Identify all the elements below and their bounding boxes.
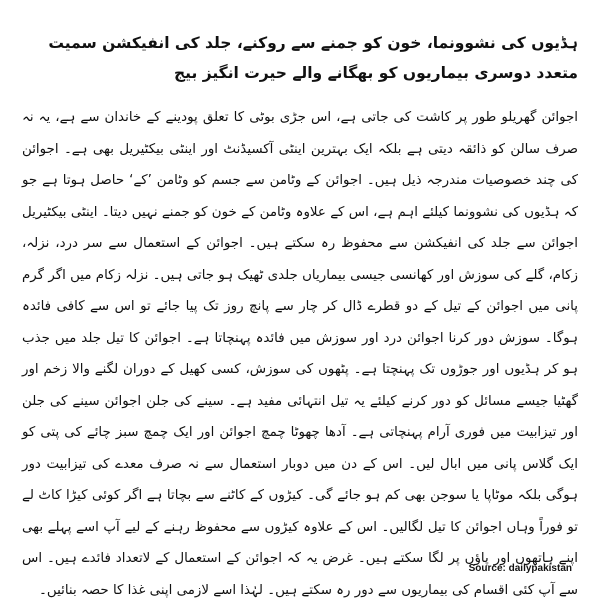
source-credit: Source: dailypakistan [468, 563, 572, 574]
article-body: اجوائن گھریلو طور پر کاشت کی جاتی ہے، اس جڑی بوٹی کا تعلق پودینے کے خاندان سے ہے، یہ نہ صرف سالن کو ذائقہ دیتی ہے بلکہ ایک بہترین اینٹی آکسیڈنٹ اور اینٹی بیکٹیریل بھی ہے۔ اجوائن کی چند خصوصیات مندرجہ ذیل ہیں۔ اجوائن کے وٹامن سے جسم کو وٹامن ’کے‘ حاصل ہوتا ہے جو کہ ہڈیوں کی نشوونما کیلئے اہم ہے، اس کے علاوہ وٹامن کے خون کو جمنے نہیں دیتا۔ اینٹی بیکٹیریل اجوائن سے جلد کی انفیکشن سے محفوظ رہ سکتے ہیں۔ اجوائن کے استعمال سے سر درد، نزلہ، زکام، گلے کی سوزش اور کھانسی جیسی بیماریاں جلدی ٹھیک ہو جاتی ہیں۔ نزلہ زکام میں اگر گرم پانی میں اجوائن کے تیل کے دو قطرے ڈال کر چار سے پانچ روز تک پیا جائے تو اس سے کافی فائدہ ہوگا۔ سوزش دور کرنا اجوائن درد اور سوزش میں فائدہ پہنچاتا ہے۔ اجوائن کا تیل جلد میں جذب ہو کر ہڈیوں اور جوڑوں تک پہنچتا ہے۔ پٹھوں کی سوزش، کسی کھیل کے دوران لگنے والا زخم اور گھٹیا جیسے مسائل کو دور کرنے کیلئے یہ تیل انتہائی مفید ہے۔ سینے کی جلن اجوائن سینے کی جلن اور تیزابیت میں فوری آرام پہنچاتی ہے۔ آدھا چھوٹا چمچ اجوائن اور ایک چمچ سبز چائے کی پتی کو ایک گلاس پانی میں ابال لیں۔ اس کے دن میں دوبار استعمال سے نہ صرف معدے کی تیزابیت دور ہوگی بلکہ موٹاپا یا سوجن بھی کم ہو جائے گی۔ کیڑوں کے کاٹنے سے بچاتا ہے اگر کوئی کیڑا کاٹ لے تو فوراً وہاں اجوائن کا تیل لگالیں۔ اس کے علاوہ کیڑوں سے محفوظ رہنے کے لیے آپ اسے پہلے بھی اپنے ہاتھوں اور پاؤں پر لگا سکتے ہیں۔ غرض یہ کہ اجوائن کے استعمال کے لاتعداد فائدے ہیں۔ اس سے آپ کئی اقسام کی بیماریوں سے دور رہ سکتے ہیں۔ لہٰذا اسے لازمی اپنی غذا کا حصہ بنائیں۔ [22, 110, 578, 598]
article-headline: ہڈیوں کی نشوونما، خون کو جمنے سے روکنے، جلد کی انفیکشن سمیت متعدد دوسری بیماریوں کو بھگانے والے حیرت انگیز بیج [48, 34, 578, 82]
